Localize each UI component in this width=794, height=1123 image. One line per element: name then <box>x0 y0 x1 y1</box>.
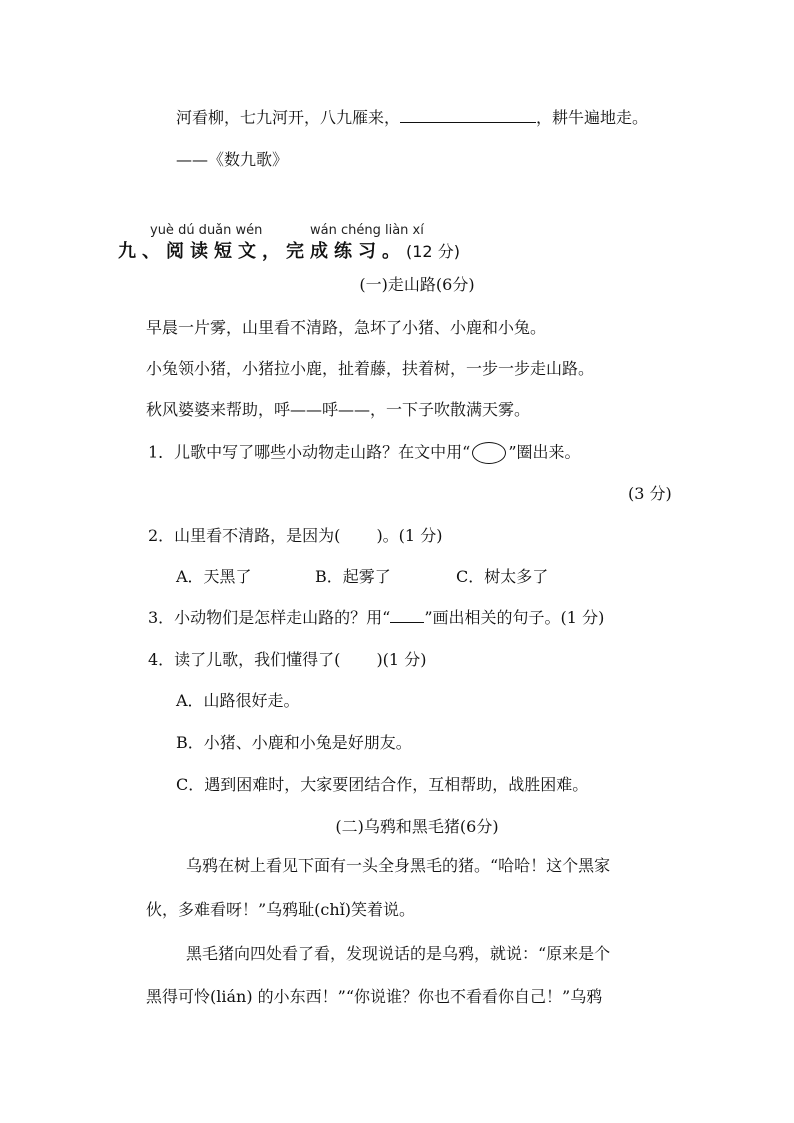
question-1-text: 1．儿歌中写了哪些小动物走山路？在文中用“ <box>148 442 471 462</box>
passage2-line: 乌鸦在树上看见下面有一头全身黑毛的猪。“哈哈！这个黑家 <box>186 856 611 875</box>
question-3-text: 3．小动物们是怎样走山路的？用“ <box>148 608 391 627</box>
poem-line-text: 河看柳，七九河开，八九雁来， <box>176 108 401 127</box>
circle-mark-icon <box>472 442 506 464</box>
poem-line <box>176 108 648 128</box>
question-2-text: 2．山里看不清路，是因为( <box>148 526 341 545</box>
q4-option-c: C．遇到困难时，大家要团结合作，互相帮助，战胜困难。 <box>176 775 589 794</box>
question-4-text: 4．读了儿歌，我们懂得了( <box>148 650 341 669</box>
section-heading <box>118 241 460 263</box>
section-title: 九、阅读短文，完成练习。 <box>118 241 406 262</box>
q4-option-a: A．山路很好走。 <box>176 691 300 710</box>
question-1-score: (3 分) <box>628 484 672 503</box>
question-2 <box>148 526 442 546</box>
poem-line-tail: ，耕牛遍地走。 <box>536 108 649 127</box>
heading-pinyin-a: yuè dú duǎn wén <box>150 223 263 238</box>
passage2-line: 伙，多难看呀！”乌鸦耻(chǐ)笑着说。 <box>146 900 416 919</box>
passage1-line: 秋风婆婆来帮助，呼——呼——，一下子吹散满天雾。 <box>146 400 531 419</box>
passage2-line: 黑得可怜(lián) 的小东西！”“你说谁？你也不看看你自己！”乌鸦 <box>146 987 603 1006</box>
passage1-line: 小兔领小猪，小猪拉小鹿，扯着藤，扶着树，一步一步走山路。 <box>146 359 595 378</box>
heading-pinyin-b: wán chéng liàn xí <box>310 223 424 238</box>
question-2-text-end: )。(1 分) <box>376 526 443 545</box>
question-4 <box>148 650 426 670</box>
passage1-title: (一)走山路(6分) <box>359 275 475 294</box>
poem-source: ——《数九歌》 <box>176 150 289 169</box>
underline-mark <box>390 622 424 623</box>
passage2-title: (二)乌鸦和黑毛猪(6分) <box>335 817 499 836</box>
passage2-line: 黑毛猪向四处看了看，发现说话的是乌鸦，就说：“原来是个 <box>186 944 611 963</box>
question-1-text-end: ”圈出来。 <box>508 442 581 462</box>
passage1-line: 早晨一片雾，山里看不清路，急坏了小猪、小鹿和小兔。 <box>146 318 547 337</box>
question-1 <box>148 442 581 464</box>
question-4-text-end: )(1 分) <box>376 650 427 669</box>
section-score: (12 分) <box>406 242 460 261</box>
question-3 <box>148 608 604 628</box>
q2-option-b: B．起雾了 <box>315 567 391 586</box>
answer-blank[interactable] <box>400 122 536 123</box>
q4-option-b: B．小猪、小鹿和小兔是好朋友。 <box>176 733 412 752</box>
question-3-text-end: ”画出相关的句子。(1 分) <box>424 608 605 627</box>
q2-option-c: C．树太多了 <box>456 567 549 586</box>
q2-option-a: A．天黑了 <box>176 567 252 586</box>
